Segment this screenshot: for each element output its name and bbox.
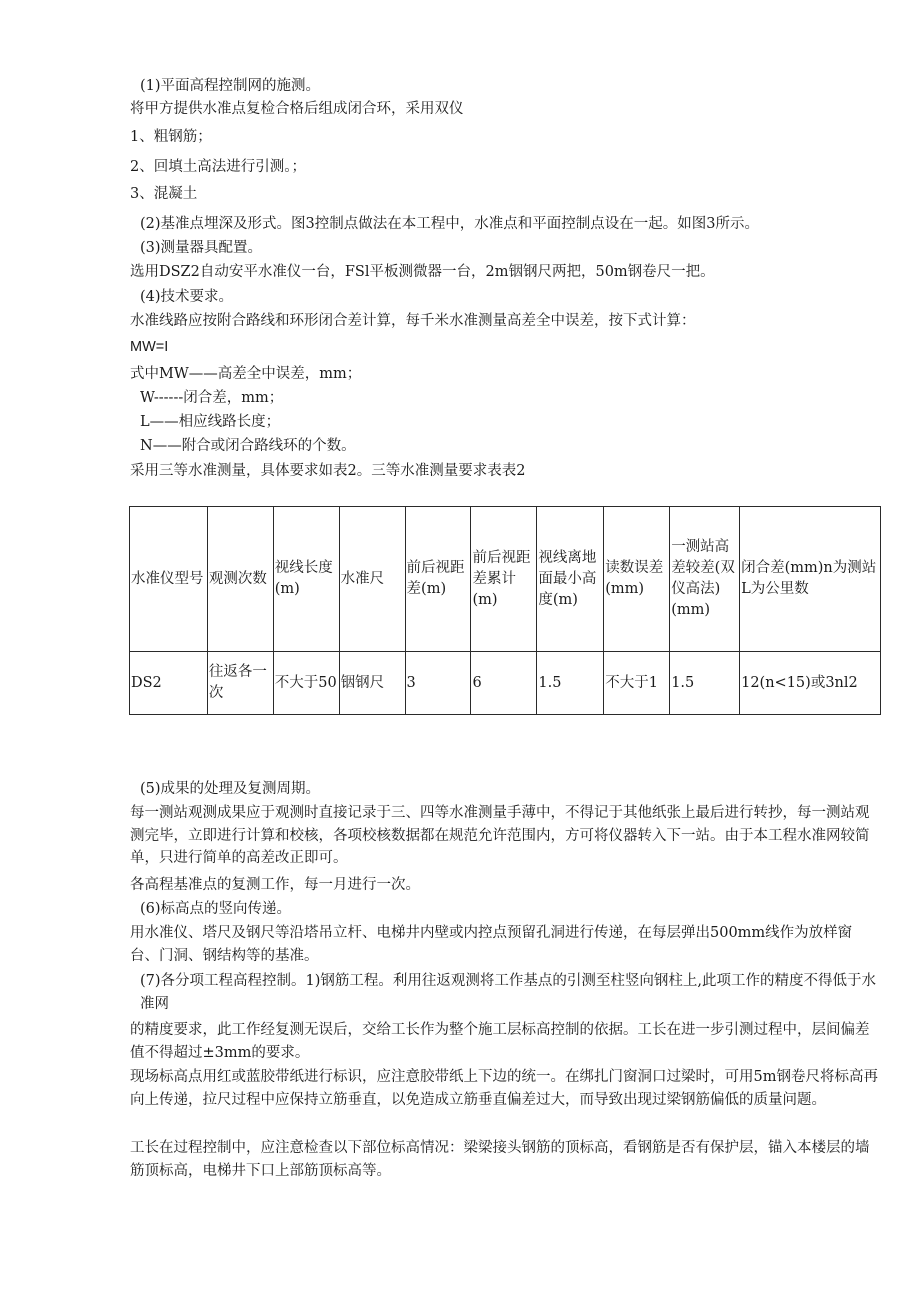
table-cell: 1.5: [537, 652, 604, 715]
para-8: 选用DSZ2自动安平水准仪一台，FSl平板测微器一台，2m铟钢尺两把，50m钢卷尺一把。: [130, 264, 715, 280]
table-header-cell: 水准仪型号: [130, 507, 208, 652]
para-6: (2)基准点埋深及形式。图3控制点做法在本工程中，水准点和平面控制点设在一起。如图3所示。: [140, 216, 759, 232]
para-5: 3、混凝土: [130, 186, 198, 202]
table-header-cell: 视线长度(m): [273, 507, 339, 652]
para-10: 水准线路应按附合路线和环形闭合差计算，每千米水准测量高差全中误差，按下式计算：: [130, 313, 696, 329]
para-23: 的精度要求，此工作经复测无误后，交给工长作为整个施工层标高控制的依据。工长在进一步引测过程中，层间偏差值不得超过±3mm的要求。: [130, 1022, 870, 1061]
para-15: N——附合或闭合路线环的个数。: [140, 438, 356, 454]
table-header-cell: 一测站高差较差(双仪高法)(mm): [670, 507, 740, 652]
para-20: (6)标高点的竖向传递。: [140, 901, 292, 917]
table-cell: 12(n<15)或3nl2: [740, 652, 881, 715]
para-17: (5)成果的处理及复测周期。: [140, 781, 321, 797]
table-header-cell: 观测次数: [207, 507, 273, 652]
table-header-cell: 前后视距差累计(m): [471, 507, 537, 652]
table-cell: 不大于1: [604, 652, 670, 715]
table-cell: DS2: [130, 652, 208, 715]
table-cell: 铟钢尺: [339, 652, 405, 715]
para-12: 式中MW——高差全中误差，mm；: [130, 366, 362, 382]
para-21: 用水准仪、塔尺及钢尺等沿塔吊立杆、电梯井内壁或内控点预留孔洞进行传递，在每层弹出500mm线作为放样窗台、门洞、钢结构等的基准。: [130, 925, 853, 964]
para-14: L——相应线路长度；: [140, 414, 281, 430]
para-13: W------闭合差，mm；: [140, 390, 284, 406]
para-9: (4)技术要求。: [140, 289, 234, 305]
table-cell: 3: [405, 652, 471, 715]
para-24: 现场标高点用红或蓝胶带纸进行标识，应注意胶带纸上下边的统一。在绑扎门窗洞口过梁时，可用5m钢卷尺将标高再向上传递，拉尺过程中应保持立筋垂直，以免造成立筋垂直偏差过大，而导致出现过梁钢筋偏低的质量问题。: [130, 1069, 878, 1108]
table-cell: 6: [471, 652, 537, 715]
table-header-cell: 水准尺: [339, 507, 405, 652]
para-19: 各高程基准点的复测工作，每一月进行一次。: [130, 877, 420, 893]
table-row: [130, 652, 881, 715]
para-25: 工长在过程控制中，应注意检查以下部位标高情况：梁梁接头钢筋的顶标高，看钢筋是否有保护层，锚入本楼层的墙筋顶标高，电梯井下口上部筋顶标高等。: [130, 1140, 870, 1179]
para-1: (1)平面高程控制网的施测。: [140, 78, 321, 94]
para-2: 将甲方提供水准点复检合格后组成闭合环，采用双仪: [130, 101, 464, 117]
table-header-row: [130, 507, 881, 652]
table-header-cell: 读数误差(mm): [604, 507, 670, 652]
table-cell: 1.5: [670, 652, 740, 715]
table-cell: 往返各一次: [207, 652, 273, 715]
para-16: 采用三等水准测量，具体要求如表2。三等水准测量要求表表2: [130, 463, 526, 479]
para-18: 每一测站观测成果应于观测时直接记录于三、四等水准测量手薄中，不得记于其他纸张上最后进行转抄，每一测站观测完毕，立即进行计算和校核，各项校核数据都在规范允许范围内，方可将仪器转入下一站。由于本工程水准网较简单，只进行简单的高差改正即可。: [130, 805, 870, 866]
table-header-cell: 视线离地面最小高度(m): [537, 507, 604, 652]
para-22: (7)各分项工程高程控制。1)钢筋工程。利用往返观测将工作基点的引测至柱竖向钢柱上,此项工作的精度不得低于水准网: [140, 973, 877, 1012]
leveling-requirements-table: [129, 506, 881, 715]
table-header-cell: 前后视距差(m): [405, 507, 471, 652]
para-7: (3)测量器具配置。: [140, 240, 263, 256]
table-cell: 不大于50: [273, 652, 339, 715]
formula: MW=I: [130, 339, 169, 355]
para-3: 1、粗钢筋；: [130, 129, 212, 145]
para-4: 2、回填土高法进行引测。；: [130, 159, 306, 175]
table-header-cell: 闭合差(mm)n为测站L为公里数: [740, 507, 881, 652]
